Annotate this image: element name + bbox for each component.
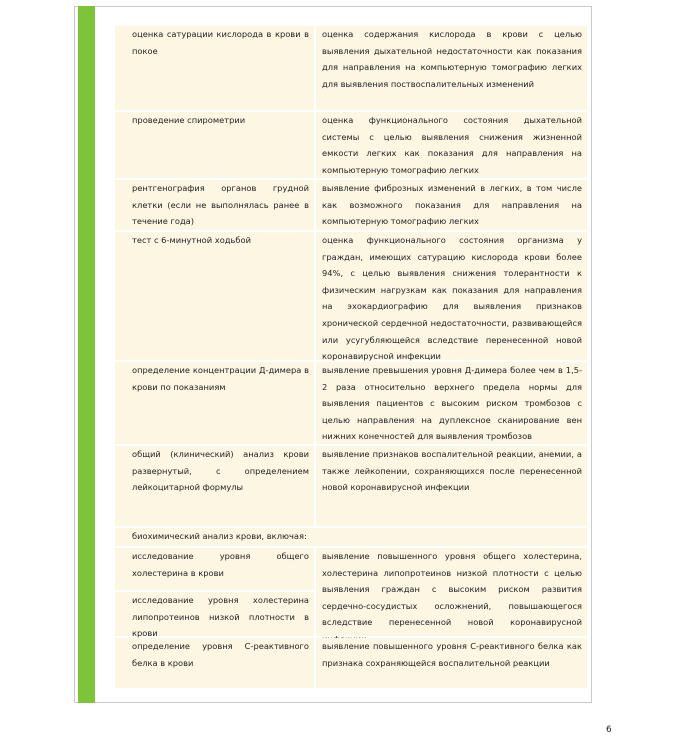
page-number: 6 bbox=[606, 725, 612, 735]
exam-cell: рентгенография органов грудной клетки (если не выполнялась ранее в течение года) bbox=[115, 180, 314, 230]
exam-cell: тест с 6-минутной ходьбой bbox=[115, 232, 314, 360]
table-row bbox=[115, 548, 587, 639]
table-row bbox=[115, 638, 587, 688]
table-row bbox=[115, 528, 587, 546]
table-row bbox=[115, 362, 587, 444]
purpose-cell: выявление фиброзных изменений в легких, в том числе как возможного показания для направления на компьютерную томографию легких bbox=[316, 180, 587, 230]
exam-cell: определение концентрации Д-димера в крови по показаниям bbox=[115, 362, 314, 444]
exam-cell: исследование уровня общего холестерина в крови bbox=[115, 548, 314, 590]
accent-bar bbox=[78, 6, 95, 703]
exam-cell: оценка сатурации кислорода в крови в покое bbox=[115, 26, 314, 110]
purpose-cell: выявление признаков воспалительной реакции, анемии, а также лейкопении, сохраняющихся после перенесенной новой коронавирусной инфекции bbox=[316, 446, 587, 526]
purpose-cell: выявление повышенного уровня С-реактивного белка как признака сохраняющейся воспалительной реакции bbox=[316, 638, 587, 688]
table-row bbox=[115, 180, 587, 230]
exam-cell: определение уровня С-реактивного белка в крови bbox=[115, 638, 314, 688]
examinations-table bbox=[115, 26, 587, 688]
table-row bbox=[115, 26, 587, 110]
table-row bbox=[115, 232, 587, 360]
exam-cell: исследование уровня холестерина липопротеинов низкой плотности в крови bbox=[115, 592, 314, 636]
section-header: биохимический анализ крови, включая: bbox=[115, 528, 587, 546]
table-row bbox=[115, 446, 587, 526]
exam-cell: проведение спирометрии bbox=[115, 112, 314, 178]
purpose-cell: выявление повышенного уровня общего холестерина, холестерина липопротеинов низкой плотности с целью выявления граждан с высоким риском развития сердечно-сосудистых осложнений, повышающегося вследствие перенесенной новой коронавирусной bbox=[316, 548, 587, 636]
table-row bbox=[115, 112, 587, 178]
purpose-cell: оценка функционального состояния дыхательной системы с целью выявления снижения жизненной емкости легких как показания для направления на компьютерную томографию легких bbox=[316, 112, 587, 178]
exam-cell: общий (клинический) анализ крови развернутый, с определением лейкоцитарной формулы bbox=[115, 446, 314, 526]
purpose-cell: оценка функционального состояния организма у граждан, имеющих сатурацию кислорода крови более 94%, с целью выявления снижения толерантности к физическим нагрузкам как показания для направления на эхокардиографию для выявления признаков хронической сердечной недостаточности, развивающейся или усугубляющейся вследствие перенесенной новой коронавирусной инфекции bbox=[316, 232, 587, 360]
purpose-cell: выявление превышения уровня Д-димера более чем в 1,5-2 раза относительно верхнего предела нормы для выявления пациентов с высоким риском тромбозов с целью направления на дуплексное сканирование вен нижних конечностей для выявления тромбозов bbox=[316, 362, 587, 444]
purpose-cell: оценка содержания кислорода в крови с целью выявления дыхательной недостаточности как показания для направления на компьютерную томографию легких для выявления поствоспалительных изменений bbox=[316, 26, 587, 110]
